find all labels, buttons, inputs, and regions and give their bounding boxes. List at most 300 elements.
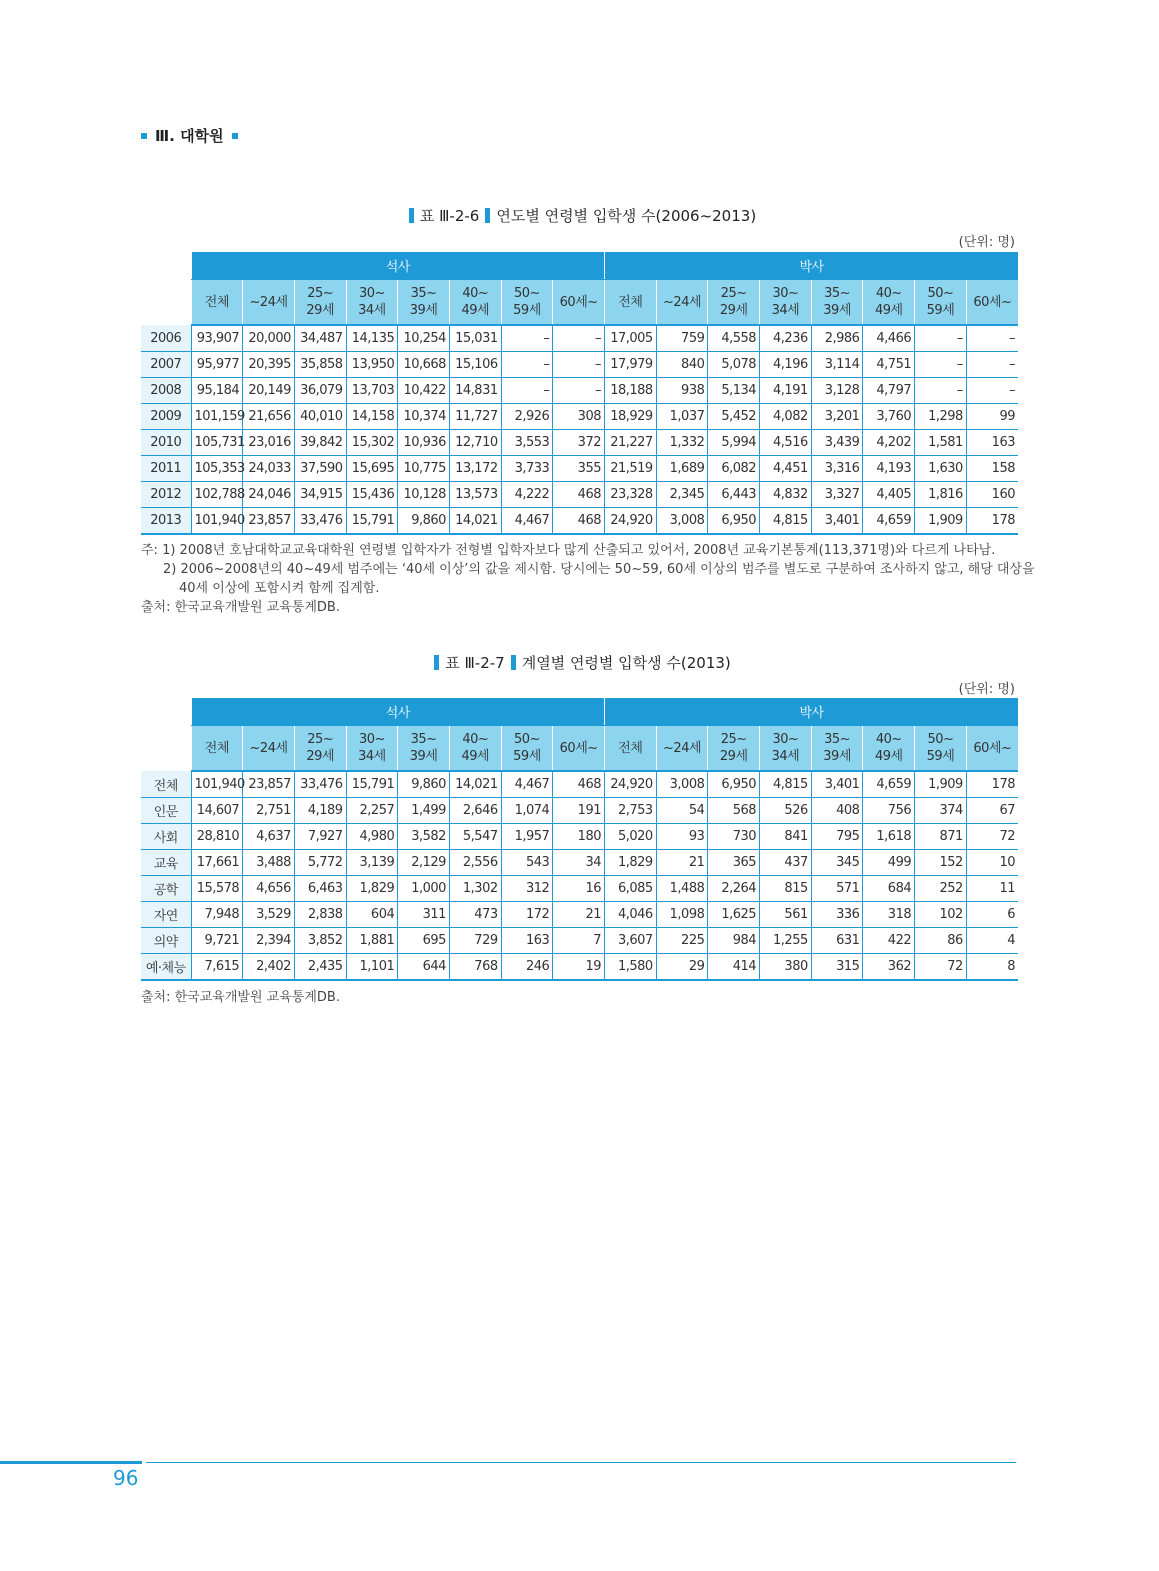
data-cell: 40,010 — [294, 404, 346, 430]
section-title: Ⅲ. 대학원 — [155, 127, 224, 145]
data-cell: 414 — [708, 954, 760, 981]
data-cell: – — [966, 325, 1018, 352]
data-cell: 1,630 — [915, 456, 967, 482]
data-cell: 3,582 — [398, 824, 450, 850]
table-row — [141, 456, 1018, 482]
data-cell: 2,257 — [346, 798, 398, 824]
data-cell: 102,788 — [191, 482, 243, 508]
data-cell: 938 — [656, 378, 708, 404]
column-header: 50~ 59세 — [915, 726, 967, 772]
data-cell: 1,829 — [605, 850, 657, 876]
table-row — [141, 876, 1018, 902]
corner-cell — [141, 726, 191, 772]
data-cell: 2,345 — [656, 482, 708, 508]
data-cell: 1,488 — [656, 876, 708, 902]
data-cell: 4,797 — [863, 378, 915, 404]
data-cell: 6,443 — [708, 482, 760, 508]
column-header: 25~ 29세 — [708, 726, 760, 772]
data-cell: – — [501, 352, 553, 378]
note-1: 주: 1) 2008년 호남대학교교육대학원 연령별 입학자가 전형별 입학자보다 많게 산출되고 있어서, 2008년 교육기본통계(113,371명)와 다르게 나타남. — [141, 543, 996, 558]
data-cell: 10,422 — [398, 378, 450, 404]
data-cell: 20,149 — [243, 378, 295, 404]
data-cell: 34,487 — [294, 325, 346, 352]
data-cell: 21,656 — [243, 404, 295, 430]
data-cell: 12,710 — [449, 430, 501, 456]
data-cell: 1,332 — [656, 430, 708, 456]
data-cell: 15,302 — [346, 430, 398, 456]
row-label: 2013 — [141, 508, 191, 535]
data-cell: 3,852 — [294, 928, 346, 954]
column-header: 40~ 49세 — [863, 726, 915, 772]
data-cell: 19 — [553, 954, 605, 981]
corner-cell — [141, 252, 191, 280]
data-cell: 23,857 — [243, 508, 295, 535]
row-label: 2010 — [141, 430, 191, 456]
column-header: 전체 — [191, 726, 243, 772]
data-cell: 23,328 — [605, 482, 657, 508]
data-cell: 23,016 — [243, 430, 295, 456]
data-cell: 311 — [398, 902, 450, 928]
data-cell: 6 — [966, 902, 1018, 928]
column-header: 전체 — [191, 280, 243, 326]
column-header: 25~ 29세 — [294, 726, 346, 772]
data-cell: 9,860 — [398, 771, 450, 798]
data-cell: 2,926 — [501, 404, 553, 430]
data-cell: 18,188 — [605, 378, 657, 404]
data-cell: 730 — [708, 824, 760, 850]
data-cell: 871 — [915, 824, 967, 850]
data-cell: 318 — [863, 902, 915, 928]
data-cell: 4,832 — [760, 482, 812, 508]
data-cell: 24,920 — [605, 771, 657, 798]
data-cell: 499 — [863, 850, 915, 876]
data-cell: 4,191 — [760, 378, 812, 404]
data-cell: 13,703 — [346, 378, 398, 404]
column-header: 40~ 49세 — [863, 280, 915, 326]
column-header: 35~ 39세 — [811, 726, 863, 772]
data-cell: 33,476 — [294, 508, 346, 535]
data-cell: 984 — [708, 928, 760, 954]
data-cell: 6,082 — [708, 456, 760, 482]
data-cell: 1,037 — [656, 404, 708, 430]
column-header: ~24세 — [243, 726, 295, 772]
data-cell: 15,436 — [346, 482, 398, 508]
data-cell: 2,986 — [811, 325, 863, 352]
data-cell: 336 — [811, 902, 863, 928]
data-cell: 14,021 — [449, 508, 501, 535]
table-row — [141, 508, 1018, 535]
data-cell: 191 — [553, 798, 605, 824]
table-row — [141, 352, 1018, 378]
data-cell: 3,529 — [243, 902, 295, 928]
data-cell: 14,831 — [449, 378, 501, 404]
data-cell: 24,033 — [243, 456, 295, 482]
bullet-icon — [141, 133, 147, 139]
data-cell: 95,184 — [191, 378, 243, 404]
data-cell: 473 — [449, 902, 501, 928]
data-cell: 93,907 — [191, 325, 243, 352]
column-header: 전체 — [605, 726, 657, 772]
column-header: 60세~ — [966, 280, 1018, 326]
data-cell: 3,553 — [501, 430, 553, 456]
data-cell: 24,920 — [605, 508, 657, 535]
data-cell: 24,046 — [243, 482, 295, 508]
data-cell: 3,201 — [811, 404, 863, 430]
data-cell: 840 — [656, 352, 708, 378]
data-cell: 4,751 — [863, 352, 915, 378]
data-cell: 15,578 — [191, 876, 243, 902]
data-cell: 8 — [966, 954, 1018, 981]
data-cell: – — [501, 325, 553, 352]
data-cell: 3,439 — [811, 430, 863, 456]
data-cell: 1,957 — [501, 824, 553, 850]
data-cell: 225 — [656, 928, 708, 954]
data-cell: 86 — [915, 928, 967, 954]
table2 — [141, 698, 1018, 981]
data-cell: 105,731 — [191, 430, 243, 456]
row-label: 2011 — [141, 456, 191, 482]
data-cell: 4,659 — [863, 508, 915, 535]
data-cell: 759 — [656, 325, 708, 352]
data-cell: 13,573 — [449, 482, 501, 508]
data-cell: 54 — [656, 798, 708, 824]
data-cell: 11,727 — [449, 404, 501, 430]
data-cell: 72 — [966, 824, 1018, 850]
row-label: 의약 — [141, 928, 191, 954]
data-cell: 9,860 — [398, 508, 450, 535]
data-cell: 543 — [501, 850, 553, 876]
data-cell: 380 — [760, 954, 812, 981]
table-row — [141, 430, 1018, 456]
data-cell: 18,929 — [605, 404, 657, 430]
column-header: 60세~ — [553, 726, 605, 772]
data-cell: 422 — [863, 928, 915, 954]
data-cell: 2,646 — [449, 798, 501, 824]
data-cell: 102 — [915, 902, 967, 928]
data-cell: 5,078 — [708, 352, 760, 378]
bar-icon — [434, 655, 439, 670]
data-cell: 152 — [915, 850, 967, 876]
data-cell: 72 — [915, 954, 967, 981]
data-cell: 6,950 — [708, 508, 760, 535]
data-cell: 372 — [553, 430, 605, 456]
data-cell: 1,074 — [501, 798, 553, 824]
page-number: 96 — [113, 1466, 139, 1490]
table1-notes — [141, 541, 1035, 617]
data-cell: 6,950 — [708, 771, 760, 798]
data-cell: 33,476 — [294, 771, 346, 798]
data-cell: 312 — [501, 876, 553, 902]
data-cell: 365 — [708, 850, 760, 876]
data-cell: – — [915, 325, 967, 352]
table-row — [141, 482, 1018, 508]
data-cell: 10,128 — [398, 482, 450, 508]
bar-icon — [511, 655, 516, 670]
data-cell: 1,302 — [449, 876, 501, 902]
data-cell: 4,467 — [501, 771, 553, 798]
data-cell: 4,202 — [863, 430, 915, 456]
data-cell: – — [501, 378, 553, 404]
table-row — [141, 325, 1018, 352]
data-cell: 631 — [811, 928, 863, 954]
table-row — [141, 928, 1018, 954]
row-label: 2012 — [141, 482, 191, 508]
data-cell: 29 — [656, 954, 708, 981]
table2-caption: 계열별 연령별 입학생 수(2013) — [521, 654, 731, 672]
column-header: 50~ 59세 — [915, 280, 967, 326]
header-doctor: 박사 — [605, 698, 1019, 726]
data-cell: 14,158 — [346, 404, 398, 430]
data-cell: 10,668 — [398, 352, 450, 378]
column-header: ~24세 — [656, 280, 708, 326]
data-cell: 178 — [966, 508, 1018, 535]
data-cell: 2,556 — [449, 850, 501, 876]
row-label: 자연 — [141, 902, 191, 928]
data-cell: 21,519 — [605, 456, 657, 482]
data-cell: 468 — [553, 771, 605, 798]
table1-title — [0, 205, 1159, 226]
data-cell: 4,046 — [605, 902, 657, 928]
data-cell: 1,098 — [656, 902, 708, 928]
data-cell: 10 — [966, 850, 1018, 876]
data-cell: 13,950 — [346, 352, 398, 378]
table-row — [141, 850, 1018, 876]
data-cell: 2,838 — [294, 902, 346, 928]
table-row — [141, 824, 1018, 850]
column-header: ~24세 — [656, 726, 708, 772]
table-row — [141, 771, 1018, 798]
data-cell: 468 — [553, 482, 605, 508]
row-label: 전체 — [141, 771, 191, 798]
data-cell: 768 — [449, 954, 501, 981]
data-cell: 2,751 — [243, 798, 295, 824]
data-cell: 10,374 — [398, 404, 450, 430]
data-cell: 178 — [966, 771, 1018, 798]
data-cell: 10,775 — [398, 456, 450, 482]
footer-rule — [0, 1461, 142, 1464]
data-cell: 3,008 — [656, 508, 708, 535]
data-cell: 3,733 — [501, 456, 553, 482]
row-label: 2008 — [141, 378, 191, 404]
data-cell: 95,977 — [191, 352, 243, 378]
data-cell: 3,008 — [656, 771, 708, 798]
data-cell: 568 — [708, 798, 760, 824]
data-cell: 20,395 — [243, 352, 295, 378]
data-cell: 4,236 — [760, 325, 812, 352]
data-cell: 1,255 — [760, 928, 812, 954]
column-header: 40~ 49세 — [449, 280, 501, 326]
data-cell: 15,791 — [346, 771, 398, 798]
data-cell: 6,463 — [294, 876, 346, 902]
data-cell: 4,467 — [501, 508, 553, 535]
data-cell: 345 — [811, 850, 863, 876]
data-cell: 1,909 — [915, 771, 967, 798]
data-cell: 11 — [966, 876, 1018, 902]
data-cell: 815 — [760, 876, 812, 902]
data-cell: 34 — [553, 850, 605, 876]
data-cell: 437 — [760, 850, 812, 876]
header-master: 석사 — [191, 698, 605, 726]
data-cell: 105,353 — [191, 456, 243, 482]
data-cell: 315 — [811, 954, 863, 981]
column-header: 35~ 39세 — [398, 280, 450, 326]
table2-source: 출처: 한국교육개발원 교육통계DB. — [141, 990, 340, 1005]
data-cell: 101,940 — [191, 508, 243, 535]
data-cell: 7,948 — [191, 902, 243, 928]
row-label: 2007 — [141, 352, 191, 378]
data-cell: 160 — [966, 482, 1018, 508]
data-cell: 308 — [553, 404, 605, 430]
data-cell: 93 — [656, 824, 708, 850]
data-cell: 163 — [501, 928, 553, 954]
corner-cell — [141, 698, 191, 726]
note-2: 2) 2006~2008년의 40~49세 범주에는 ‘40세 이상’의 값을 제시함. 당시에는 50~59, 60세 이상의 범주를 별도로 구분하여 조사하지 않고, 해당 대상을 — [163, 562, 1035, 577]
data-cell: 4,405 — [863, 482, 915, 508]
data-cell: 6,085 — [605, 876, 657, 902]
data-cell: 1,881 — [346, 928, 398, 954]
row-label: 교육 — [141, 850, 191, 876]
column-header: 30~ 34세 — [760, 726, 812, 772]
table-row — [141, 954, 1018, 981]
table-row — [141, 798, 1018, 824]
row-label: 예·체능 — [141, 954, 191, 981]
data-cell: 16 — [553, 876, 605, 902]
data-cell: 4,558 — [708, 325, 760, 352]
data-cell: 4,193 — [863, 456, 915, 482]
column-header: 50~ 59세 — [501, 280, 553, 326]
data-cell: 5,020 — [605, 824, 657, 850]
column-header: ~24세 — [243, 280, 295, 326]
data-cell: 729 — [449, 928, 501, 954]
data-cell: 180 — [553, 824, 605, 850]
table2-number: 표 Ⅲ-2-7 — [445, 654, 505, 672]
data-cell: 34,915 — [294, 482, 346, 508]
column-header: 25~ 29세 — [294, 280, 346, 326]
data-cell: 5,547 — [449, 824, 501, 850]
row-label: 공학 — [141, 876, 191, 902]
footer-rule — [146, 1462, 1016, 1463]
data-cell: 795 — [811, 824, 863, 850]
data-cell: 2,394 — [243, 928, 295, 954]
data-cell: – — [915, 352, 967, 378]
corner-cell — [141, 280, 191, 326]
table-row — [141, 902, 1018, 928]
data-cell: 2,753 — [605, 798, 657, 824]
data-cell: 3,488 — [243, 850, 295, 876]
data-cell: 36,079 — [294, 378, 346, 404]
data-cell: 4,637 — [243, 824, 295, 850]
data-cell: 362 — [863, 954, 915, 981]
data-cell: 374 — [915, 798, 967, 824]
data-cell: 10,254 — [398, 325, 450, 352]
data-cell: 1,298 — [915, 404, 967, 430]
column-header: 60세~ — [553, 280, 605, 326]
data-cell: 1,101 — [346, 954, 398, 981]
data-cell: – — [553, 352, 605, 378]
data-cell: 5,994 — [708, 430, 760, 456]
data-cell: 561 — [760, 902, 812, 928]
data-cell: – — [966, 352, 1018, 378]
data-cell: 695 — [398, 928, 450, 954]
data-cell: 101,159 — [191, 404, 243, 430]
data-cell: 7,927 — [294, 824, 346, 850]
row-label: 2006 — [141, 325, 191, 352]
data-cell: 14,021 — [449, 771, 501, 798]
data-cell: 4,516 — [760, 430, 812, 456]
header-doctor: 박사 — [605, 252, 1019, 280]
bar-icon — [485, 208, 490, 223]
column-header: 50~ 59세 — [501, 726, 553, 772]
data-cell: 1,000 — [398, 876, 450, 902]
data-cell: 4 — [966, 928, 1018, 954]
data-cell: 13,172 — [449, 456, 501, 482]
data-cell: 39,842 — [294, 430, 346, 456]
table1-caption: 연도별 연령별 입학생 수(2006~2013) — [496, 207, 757, 225]
data-cell: 5,134 — [708, 378, 760, 404]
data-cell: 20,000 — [243, 325, 295, 352]
data-cell: 7,615 — [191, 954, 243, 981]
data-cell: 14,607 — [191, 798, 243, 824]
bullet-icon — [232, 133, 238, 139]
data-cell: 4,189 — [294, 798, 346, 824]
data-cell: 644 — [398, 954, 450, 981]
data-cell: 17,979 — [605, 352, 657, 378]
data-cell: 4,815 — [760, 771, 812, 798]
data-cell: 15,791 — [346, 508, 398, 535]
data-cell: 28,810 — [191, 824, 243, 850]
column-header: 35~ 39세 — [811, 280, 863, 326]
data-cell: 4,196 — [760, 352, 812, 378]
data-cell: 2,129 — [398, 850, 450, 876]
data-cell: 99 — [966, 404, 1018, 430]
data-cell: 3,607 — [605, 928, 657, 954]
data-cell: 101,940 — [191, 771, 243, 798]
data-cell: 252 — [915, 876, 967, 902]
data-cell: 17,661 — [191, 850, 243, 876]
data-cell: 4,656 — [243, 876, 295, 902]
data-cell: 158 — [966, 456, 1018, 482]
data-cell: 14,135 — [346, 325, 398, 352]
data-cell: – — [915, 378, 967, 404]
data-cell: 21,227 — [605, 430, 657, 456]
data-cell: 67 — [966, 798, 1018, 824]
row-label: 사회 — [141, 824, 191, 850]
data-cell: 1,580 — [605, 954, 657, 981]
data-cell: 526 — [760, 798, 812, 824]
data-cell: 1,829 — [346, 876, 398, 902]
data-cell: 4,222 — [501, 482, 553, 508]
data-cell: 172 — [501, 902, 553, 928]
table1 — [141, 252, 1018, 535]
data-cell: 684 — [863, 876, 915, 902]
data-cell: 408 — [811, 798, 863, 824]
data-cell: 3,760 — [863, 404, 915, 430]
data-cell: 9,721 — [191, 928, 243, 954]
data-cell: 37,590 — [294, 456, 346, 482]
column-header: 35~ 39세 — [398, 726, 450, 772]
data-cell: 10,936 — [398, 430, 450, 456]
data-cell: 3,327 — [811, 482, 863, 508]
data-cell: 5,772 — [294, 850, 346, 876]
column-header: 25~ 29세 — [708, 280, 760, 326]
data-cell: – — [553, 378, 605, 404]
data-cell: 4,451 — [760, 456, 812, 482]
table-row — [141, 404, 1018, 430]
data-cell: 841 — [760, 824, 812, 850]
data-cell: 21 — [553, 902, 605, 928]
row-label: 인문 — [141, 798, 191, 824]
data-cell: 4,659 — [863, 771, 915, 798]
